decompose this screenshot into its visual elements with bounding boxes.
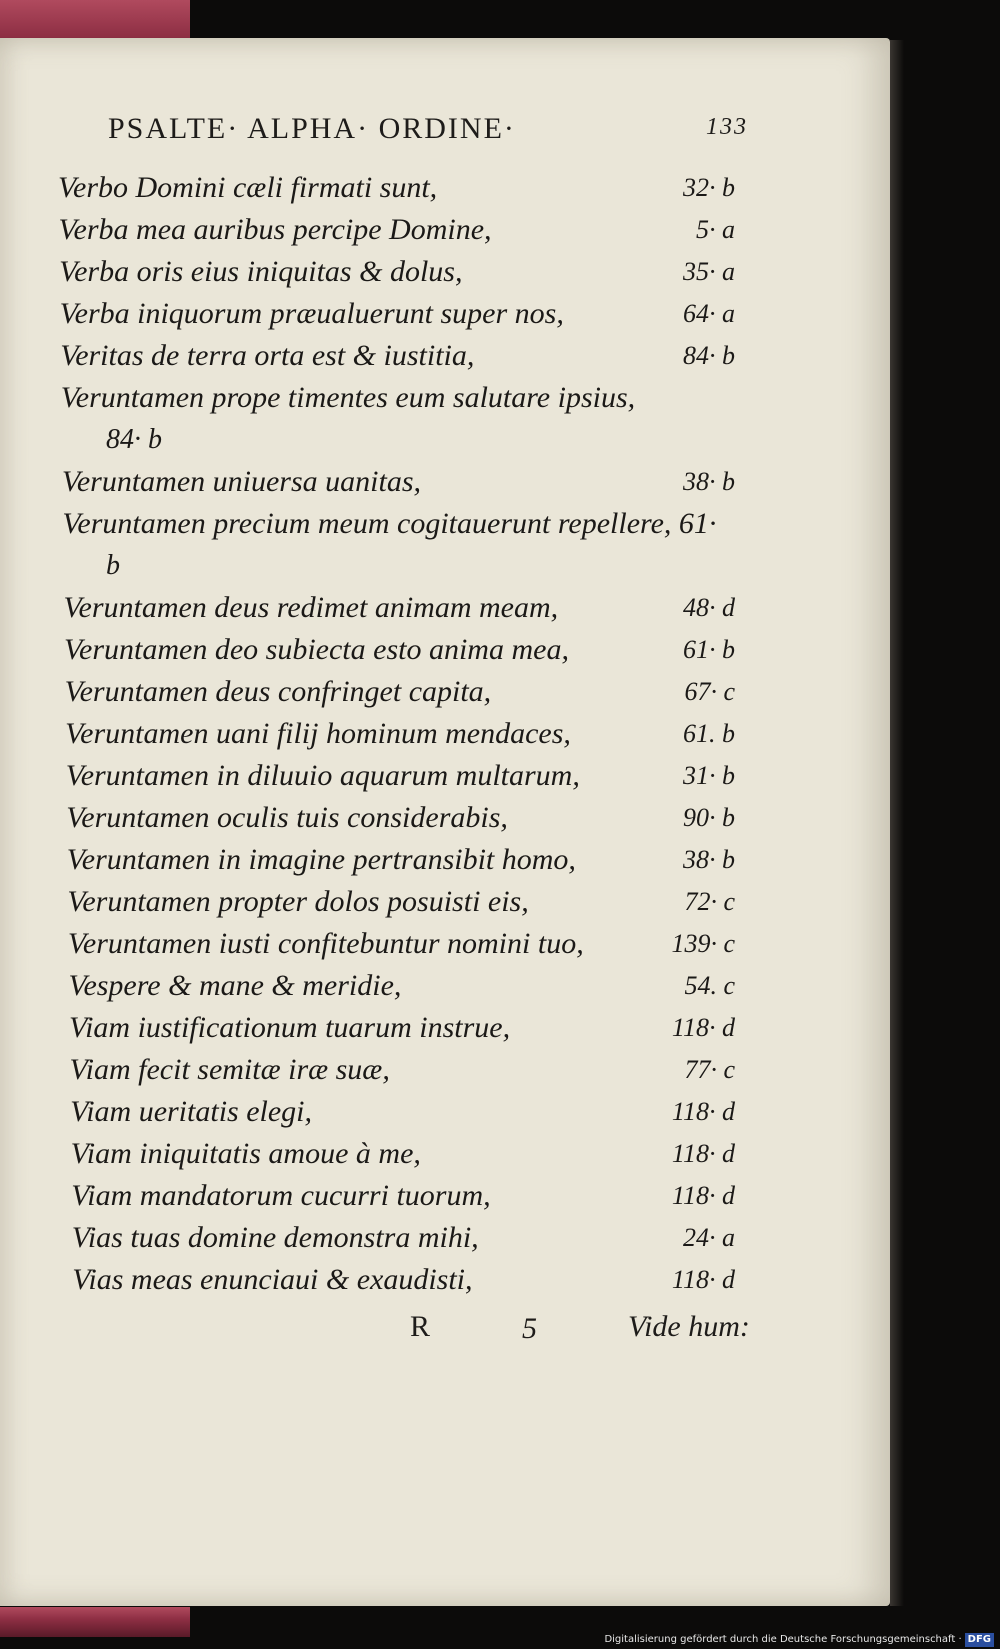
entry-reference: 118· d bbox=[671, 1181, 735, 1210]
signature-mark: R bbox=[410, 1310, 431, 1343]
entry-reference: 72· c bbox=[684, 887, 735, 916]
entry-reference: 38· b bbox=[682, 845, 735, 874]
entry-text: Veruntamen oculis tuis considerabis, bbox=[66, 801, 508, 834]
entry-text: Veruntamen deus confringet capita, bbox=[64, 675, 492, 708]
entry-reference: 48· d bbox=[683, 593, 735, 622]
index-entry bbox=[71, 1176, 735, 1216]
index-entry bbox=[72, 1218, 735, 1258]
index-entry bbox=[71, 1134, 735, 1174]
entry-reference: 61· b bbox=[682, 635, 735, 664]
entry-reference: 90· b bbox=[683, 803, 735, 832]
entry-text: Verba oris eius iniquitas & dolus, bbox=[59, 255, 463, 288]
entry-reference: 64· a bbox=[682, 299, 735, 328]
entry-text: Veruntamen uniuersa uanitas, bbox=[61, 465, 421, 498]
index-entry bbox=[64, 588, 736, 628]
index-entry bbox=[67, 882, 735, 922]
entry-text: Vias tuas domine demonstra mihi, bbox=[71, 1221, 479, 1254]
index-entry bbox=[70, 1050, 735, 1090]
page-footer bbox=[410, 1310, 760, 1354]
entry-text: Viam iniquitatis amoue à me, bbox=[70, 1137, 421, 1170]
index-entry bbox=[66, 798, 735, 838]
entry-text: Veruntamen deus redimet animam meam, bbox=[63, 591, 559, 624]
entry-text: Viam fecit semitæ iræ suæ, bbox=[69, 1053, 390, 1086]
index-entry bbox=[59, 210, 735, 250]
index-entry bbox=[69, 1008, 735, 1048]
entry-text: Veruntamen deo subiecta esto anima mea, bbox=[64, 633, 569, 666]
entry-reference: 84· b bbox=[682, 341, 735, 370]
index-entry bbox=[65, 672, 735, 712]
page-edge-shadow bbox=[890, 40, 904, 1606]
entry-text: Viam iustificationum tuarum instrue, bbox=[69, 1011, 511, 1044]
page-number: 133 bbox=[706, 114, 748, 140]
index-entry bbox=[72, 1260, 735, 1300]
index-entry bbox=[68, 966, 735, 1006]
entry-text: Veruntamen in diluuio aquarum multarum, bbox=[65, 759, 580, 792]
entry-reference: 77· c bbox=[684, 1055, 735, 1084]
index-entry bbox=[61, 378, 735, 418]
entry-text: Viam mandatorum cucurri tuorum, bbox=[71, 1179, 491, 1212]
running-title: PSALTE· ALPHA· ORDINE· bbox=[108, 112, 516, 145]
entry-reference: 35· a bbox=[682, 257, 735, 286]
signature-number: 5 bbox=[522, 1312, 537, 1345]
index-entry bbox=[70, 1092, 735, 1132]
entry-text: Verbo Domini cæli firmati sunt, bbox=[58, 171, 438, 204]
entry-text: Viam ueritatis elegi, bbox=[70, 1095, 312, 1128]
catchword: Vide hum: bbox=[628, 1310, 750, 1343]
digitization-credit bbox=[604, 1633, 994, 1647]
entry-text: Vespere & mane & meridie, bbox=[68, 969, 402, 1002]
entry-reference: 61. b bbox=[682, 719, 735, 748]
entry-reference: 38· b bbox=[682, 467, 735, 496]
index-entry bbox=[60, 336, 735, 376]
entry-text: Veritas de terra orta est & iustitia, bbox=[60, 339, 475, 372]
entry-text: Veruntamen precium meum cogitauerunt repellere, 61· bbox=[62, 507, 717, 540]
entry-text: Veruntamen propter dolos posuisti eis, bbox=[67, 885, 529, 918]
entry-text: Veruntamen uani filij hominum mendaces, bbox=[65, 717, 571, 750]
entry-reference: 24· a bbox=[683, 1223, 735, 1252]
entry-reference: 5· a bbox=[695, 215, 735, 244]
entry-text: Verba mea auribus percipe Domine, bbox=[58, 213, 492, 246]
entry-reference: 54. c bbox=[684, 971, 735, 1000]
entry-reference: 118· d bbox=[671, 1265, 735, 1294]
index-entry bbox=[68, 924, 735, 964]
index-entry bbox=[64, 630, 735, 670]
index-entry bbox=[62, 462, 735, 502]
index-entry bbox=[67, 840, 735, 880]
entry-reference: 118· d bbox=[671, 1097, 735, 1126]
entry-text: Veruntamen iusti confitebuntur nomini tuo, bbox=[67, 927, 584, 960]
index-entry bbox=[58, 168, 735, 208]
entry-text: Veruntamen prope timentes eum salutare ipsius, bbox=[60, 381, 636, 414]
index-entry bbox=[59, 252, 735, 292]
entry-reference: 139· c bbox=[671, 929, 735, 958]
index-entry bbox=[62, 504, 735, 544]
index-entry bbox=[66, 756, 735, 796]
index-entry bbox=[60, 294, 735, 334]
entry-reference: 118· d bbox=[671, 1139, 735, 1168]
entry-text: Verba iniquorum præualuerunt super nos, bbox=[59, 297, 564, 330]
entry-reference: 32· b bbox=[683, 173, 735, 202]
entry-text: Vias meas enunciaui & exaudisti, bbox=[72, 1263, 473, 1296]
credit-text: Digitalisierung gefördert durch die Deutsche Forschungsgemeinschaft · bbox=[604, 1634, 962, 1645]
entry-reference: 31· b bbox=[682, 761, 735, 790]
entry-continuation: b bbox=[106, 550, 120, 581]
running-header bbox=[108, 112, 748, 162]
entry-text: Veruntamen in imagine pertransibit homo, bbox=[66, 843, 576, 876]
dfg-logo: DFG bbox=[965, 1633, 994, 1647]
entry-reference: 118· d bbox=[671, 1013, 735, 1042]
entry-continuation: 84· b bbox=[106, 424, 162, 455]
entry-reference: 67· c bbox=[684, 677, 735, 706]
index-entry bbox=[65, 714, 735, 754]
spine-binding-bottom bbox=[0, 1607, 190, 1637]
